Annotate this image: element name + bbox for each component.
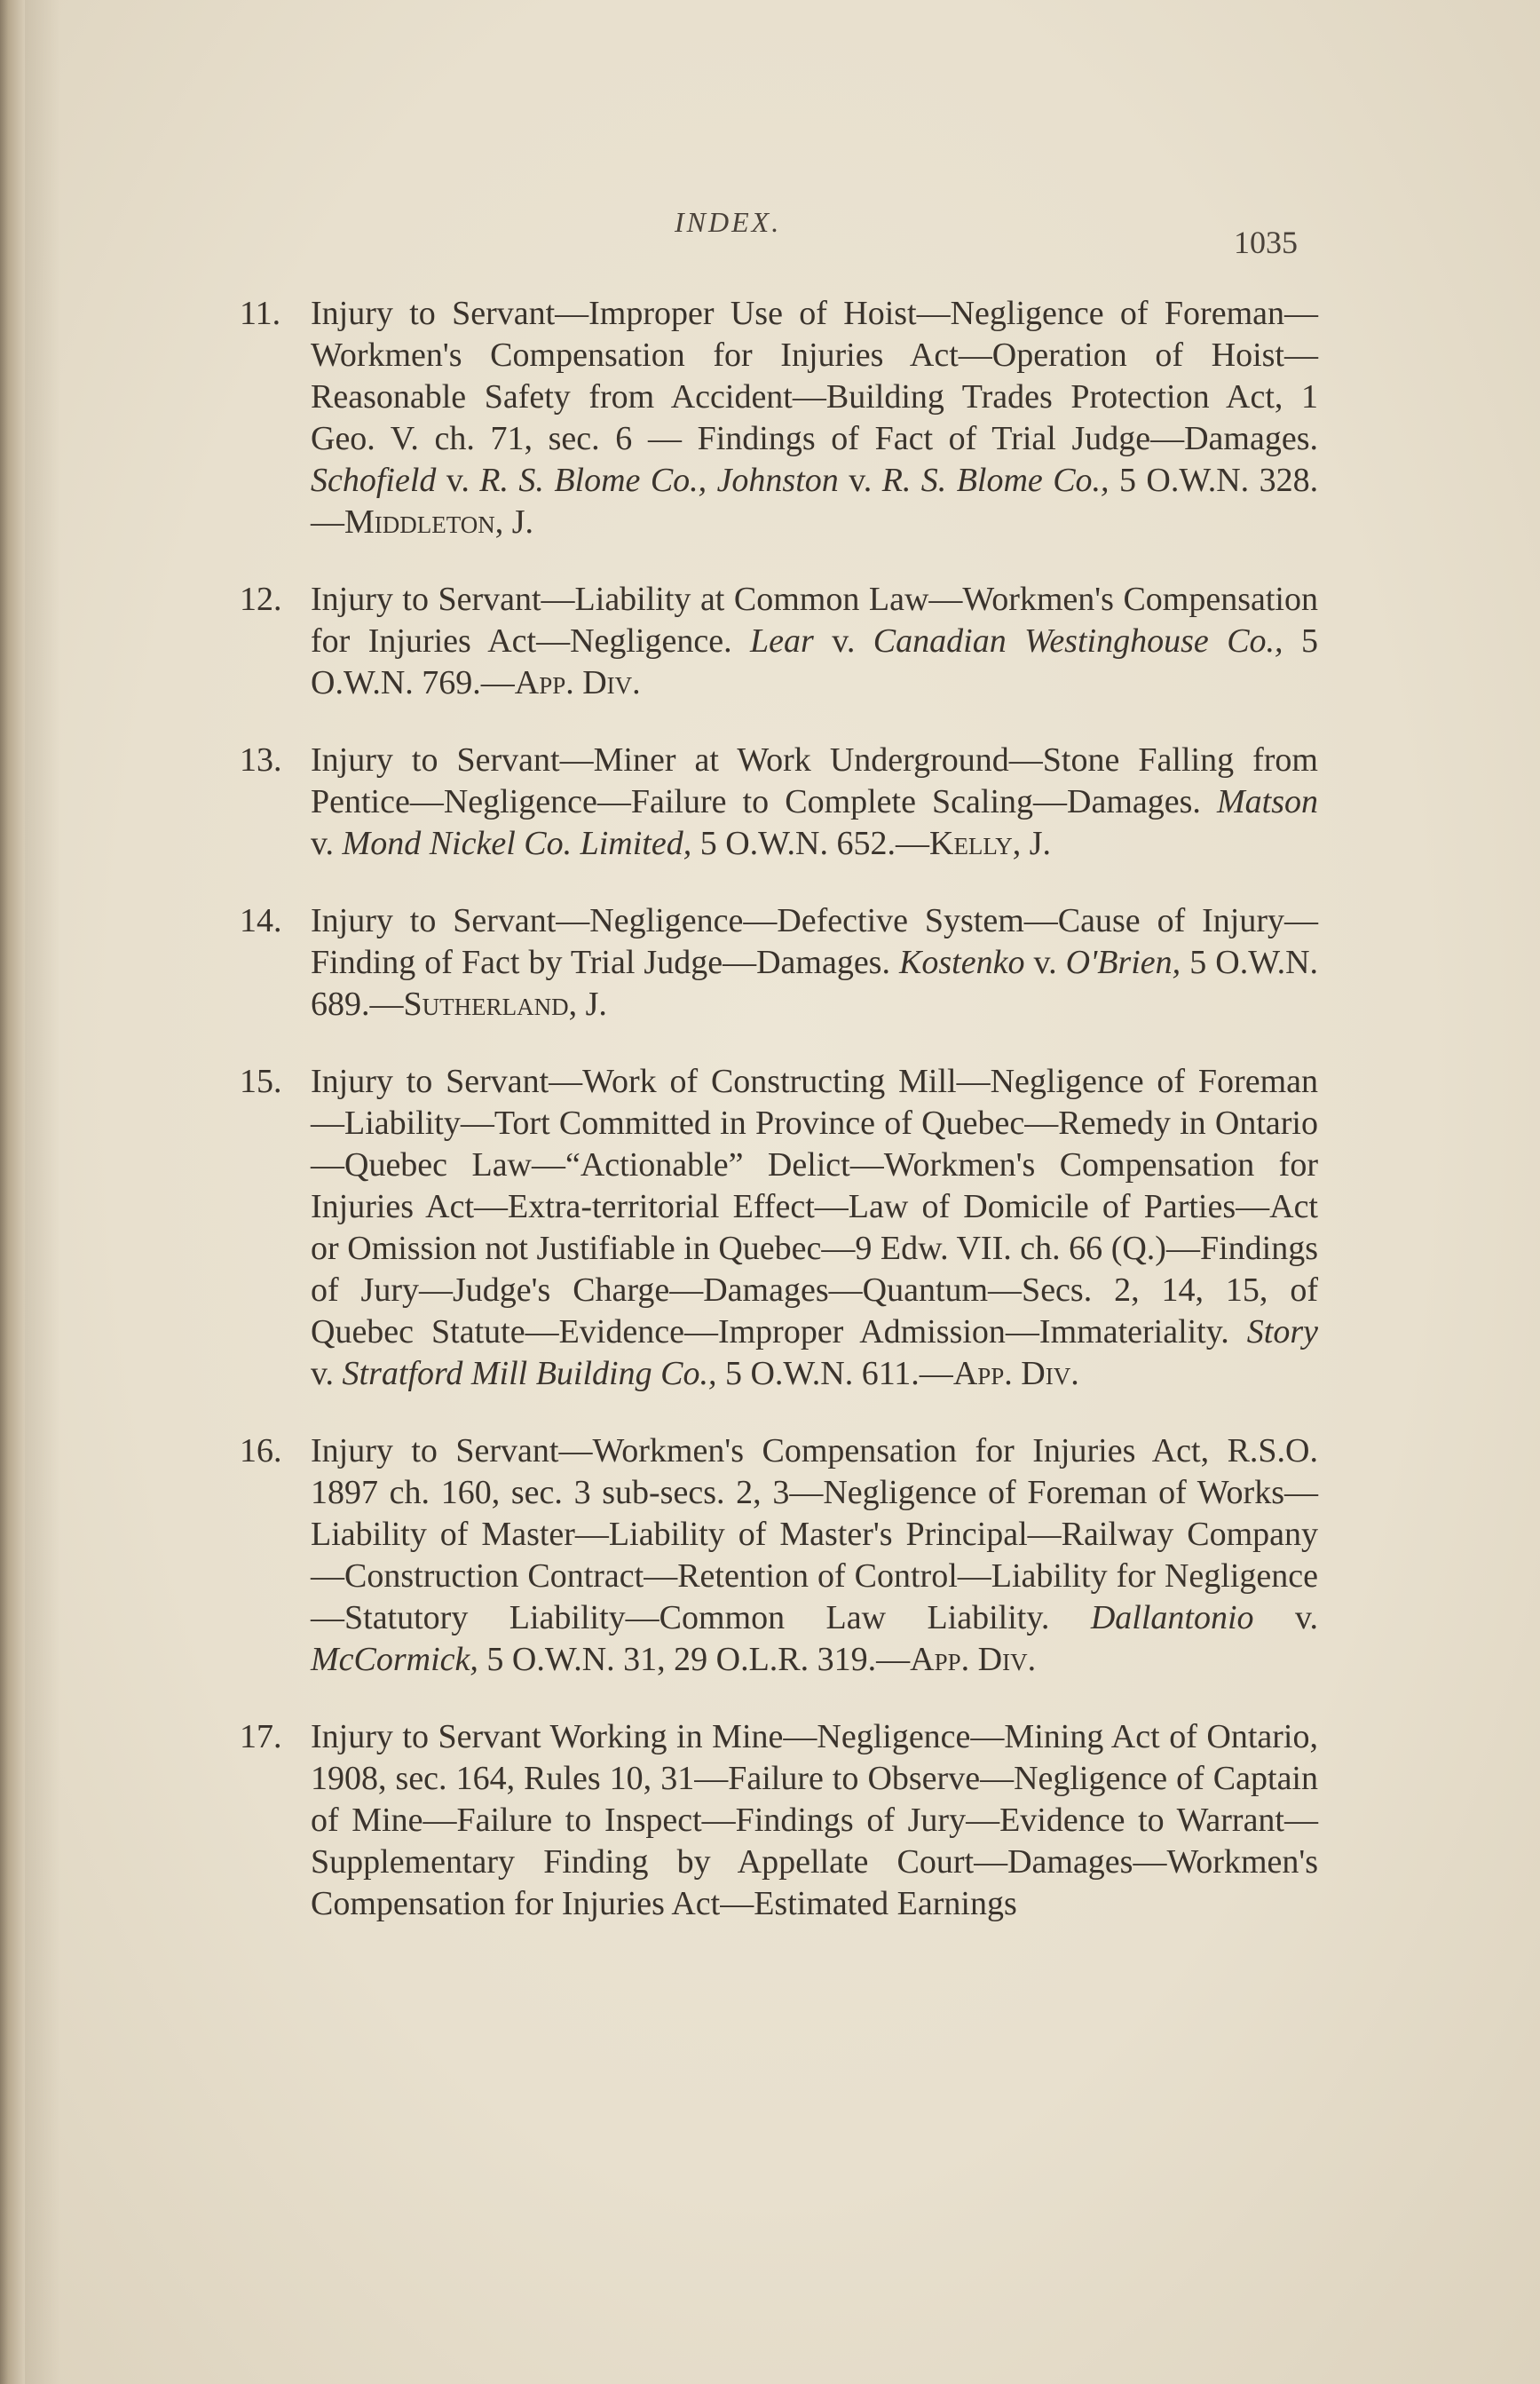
entry-number: 15. [240, 1063, 282, 1100]
entry-text [311, 740, 1318, 865]
citation: 5 O.W.N. 689.— [311, 944, 1319, 1023]
versus: v. [849, 462, 873, 499]
case-name: Kostenko [899, 944, 1025, 981]
versus: v. [311, 1355, 335, 1392]
index-entry-14 [240, 900, 1318, 1026]
entry-text [311, 1430, 1318, 1681]
citation: 5 O.W.N. 652.— [699, 825, 929, 862]
running-title: INDEX. [675, 206, 782, 238]
index-entry-12 [240, 579, 1318, 704]
index-entry-13 [240, 740, 1318, 865]
entry-headnote: Injury to Servant—Improper Use of Hoist—Negligence of Foreman—Workmen's Compensation for Injuries Act—Operation of Hoist—Reasonable Safety from Accident—Building Trades Protection Act, 1 Geo. V. ch. 71, sec. 6 — Findings of Fact of Trial Judge—Damages. [311, 295, 1318, 457]
case-name: R. S. Blome Co., [881, 462, 1110, 499]
citation: 5 O.W.N. 611.— [724, 1355, 953, 1392]
case-name: Dallantonio [1090, 1599, 1254, 1636]
case-name: Story [1246, 1313, 1318, 1350]
case-name: Stratford Mill Building Co., [342, 1355, 717, 1392]
case-name: O'Brien, [1065, 944, 1181, 981]
judge: App. Div. [910, 1641, 1037, 1678]
citation: 5 O.W.N. 769.— [311, 622, 1318, 701]
case-name: Schofield [311, 462, 437, 499]
entry-headnote: Injury to Servant—Workmen's Compensation for Injuries Act, R.S.O. 1897 ch. 160, sec. 3 sub-secs. 2, 3—Negligence of Foreman of Works—Liability of Master—Liability of Master's Principal—Railway Company—Construction Contract—Retention of Control—Liability for Negligence—Statutory Liability—Common Law Liability. [311, 1432, 1318, 1636]
versus: v. [311, 825, 335, 862]
index-entry-16 [240, 1430, 1318, 1681]
case-name: McCormick, [311, 1641, 478, 1678]
judge: Middleton, J. [344, 503, 534, 541]
entry-text [311, 293, 1318, 543]
judge: App. Div. [514, 664, 641, 701]
entry-number: 11. [240, 295, 281, 332]
versus: v. [1294, 1599, 1318, 1636]
entry-number: 14. [240, 902, 282, 939]
versus: v. [1033, 944, 1057, 981]
index-entries [240, 293, 1318, 1960]
index-entry-17 [240, 1716, 1318, 1925]
case-name: Lear [750, 622, 814, 660]
entry-text [311, 579, 1318, 704]
judge: Sutherland, J. [403, 986, 607, 1023]
entry-text [311, 1716, 1318, 1925]
case-name: Canadian Westinghouse Co., [873, 622, 1283, 660]
index-entry-15 [240, 1061, 1318, 1395]
judge: Kelly, J. [929, 825, 1052, 862]
page-gutter [0, 0, 25, 2384]
entry-number: 16. [240, 1432, 282, 1469]
entry-text [311, 900, 1318, 1026]
entry-headnote: Injury to Servant—Miner at Work Underground—Stone Falling from Pentice—Negligence—Failure to Complete Scaling—Damages. [311, 741, 1318, 820]
entry-text [311, 1061, 1318, 1395]
versus: v. [446, 462, 470, 499]
case-name: Mond Nickel Co. Limited, [342, 825, 692, 862]
entry-headnote: Injury to Servant—Work of Constructing Mill—Negligence of Foreman—Liability—Tort Committed in Province of Quebec—Remedy in Ontario—Quebec Law—“Actionable” Delict—Workmen's Compensation for Injuries Act—Extra-territorial Effect—Law of Domicile of Parties—Act or Omission not Justifiable in Quebec—9 Edw. VII. ch. 66 (Q.)—Findings of Jury—Judge's Charge—Damages—Quantum—Secs. 2, 14, 15, of Quebec Statute—Evidence—Improper Admission—Immateriality. [311, 1063, 1318, 1350]
entry-number: 13. [240, 741, 282, 779]
versus: v. [832, 622, 856, 660]
judge: App. Div. [952, 1355, 1079, 1392]
entry-headnote: Injury to Servant—Liability at Common Law—Workmen's Compensation for Injuries Act—Negligence. [311, 581, 1318, 660]
case-name: Matson [1217, 783, 1318, 820]
page-number: 1035 [1234, 225, 1298, 260]
entry-headnote: Injury to Servant Working in Mine—Negligence—Mining Act of Ontario, 1908, sec. 164, Rules 10, 31—Failure to Observe—Negligence of Captain of Mine—Failure to Inspect—Findings of Jury—Evidence to Warrant—Supplementary Finding by Appellate Court—Damages—Workmen's Compensation for Injuries Act—Estimated Earnings [311, 1718, 1318, 1922]
gutter-shadow [25, 0, 60, 2384]
entry-number: 17. [240, 1718, 282, 1755]
entry-headnote: Injury to Servant—Negligence—Defective System—Cause of Injury—Finding of Fact by Trial Judge—Damages. [311, 902, 1318, 981]
entry-number: 12. [240, 581, 282, 618]
citation: 5 O.W.N. 31, 29 O.L.R. 319.— [486, 1641, 911, 1678]
citation: 5 O.W.N. 328. — [311, 462, 1319, 541]
case-name: R. S. Blome Co., Johnston [479, 462, 839, 499]
index-entry-11 [240, 293, 1318, 543]
